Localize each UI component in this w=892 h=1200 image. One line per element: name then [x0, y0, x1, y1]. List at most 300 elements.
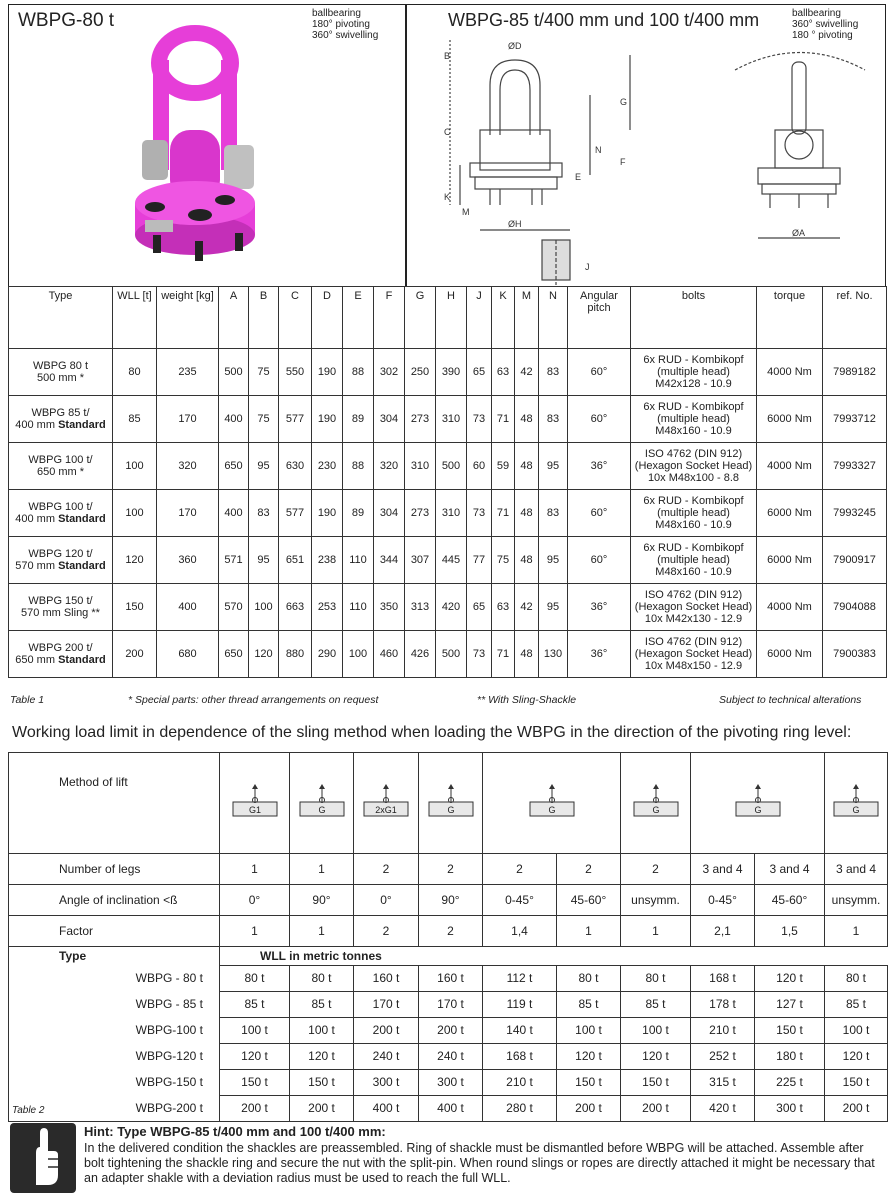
torque-cell: 6000 Nm [757, 490, 823, 537]
table-row [9, 349, 887, 396]
column-header: K [492, 287, 515, 349]
value-cell: 290 [312, 631, 343, 678]
sling-method-icon [292, 782, 352, 822]
angle-row [9, 885, 888, 916]
value-cell: 307 [405, 537, 436, 584]
ref-cell: 7900383 [823, 631, 887, 678]
wll-cell: 200 t [290, 1095, 354, 1121]
value-cell: 60° [568, 349, 631, 396]
value-cell: 500 [436, 443, 467, 490]
wll-cell: 160 t [419, 965, 483, 991]
factor-row-cell: 1 [557, 916, 621, 947]
column-header: C [279, 287, 312, 349]
value-cell: 310 [436, 396, 467, 443]
column-header: D [312, 287, 343, 349]
type-cell [9, 443, 113, 490]
value-cell: 48 [515, 443, 539, 490]
sling-method-icon [626, 782, 686, 822]
value-cell: 577 [279, 490, 312, 537]
value-cell: 63 [492, 584, 515, 631]
legs-row-cell: 2 [419, 854, 483, 885]
value-cell: 85 [113, 396, 157, 443]
value-cell: 63 [492, 349, 515, 396]
dim-k: K [444, 192, 451, 202]
value-cell: 150 [113, 584, 157, 631]
type-cell [9, 396, 113, 443]
wll-cell: 168 t [691, 965, 755, 991]
value-cell: 400 [219, 396, 249, 443]
factor-row-cell: 1 [220, 916, 290, 947]
value-cell: 48 [515, 396, 539, 443]
bolts-line: 10x M42x130 - 12.9 [644, 613, 743, 625]
table1-label: Table 1 [10, 694, 45, 706]
value-cell: 571 [219, 537, 249, 584]
angle-row-cell: 0° [220, 885, 290, 916]
wll-cell: 100 t [290, 1017, 354, 1043]
side-view-drawing [720, 40, 880, 250]
value-cell: 59 [492, 443, 515, 490]
value-cell: 83 [539, 490, 568, 537]
type-cell [9, 584, 113, 631]
wll-cell: 300 t [755, 1095, 825, 1121]
bolts-line: (multiple head) [657, 413, 730, 425]
icon-load-label: G [547, 804, 556, 815]
value-cell: 83 [539, 396, 568, 443]
ref-cell: 7993327 [823, 443, 887, 490]
ref-cell: 7904088 [823, 584, 887, 631]
value-cell: 445 [436, 537, 467, 584]
value-cell: 400 [219, 490, 249, 537]
value-cell: 577 [279, 396, 312, 443]
column-header: B [249, 287, 279, 349]
angle-row-cell: 90° [290, 885, 354, 916]
value-cell: 630 [279, 443, 312, 490]
wll-cell: 150 t [621, 1069, 691, 1095]
wll-cell: 100 t [621, 1017, 691, 1043]
value-cell: 570 [219, 584, 249, 631]
factor-row-cell: 2 [354, 916, 419, 947]
value-cell: 42 [515, 584, 539, 631]
value-cell: 273 [405, 396, 436, 443]
footnote-special: * Special parts: other thread arrangements on request [128, 694, 379, 706]
column-header: N [539, 287, 568, 349]
icon-load-label: G [753, 804, 762, 815]
dim-g: G [620, 97, 628, 107]
column-header: WLL [t] [113, 287, 157, 349]
wll-cell: 210 t [691, 1017, 755, 1043]
angle-row-cell: 45-60° [755, 885, 825, 916]
wll-cell: 200 t [557, 1095, 621, 1121]
bolts-line: (Hexagon Socket Head) [634, 460, 753, 472]
type-suffix: ** [91, 607, 100, 619]
wll-cell: 150 t [557, 1069, 621, 1095]
value-cell: 304 [374, 490, 405, 537]
column-header: A [219, 287, 249, 349]
bolts-cell [631, 631, 757, 678]
wll-cell: 100 t [557, 1017, 621, 1043]
angle-row-cell: unsymm. [621, 885, 691, 916]
value-cell: 73 [467, 631, 492, 678]
wll-cell: 85 t [290, 991, 354, 1017]
torque-cell: 4000 Nm [757, 443, 823, 490]
icon-load-label: G1 [248, 804, 261, 815]
wll-type-name: WBPG-100 t [9, 1017, 220, 1043]
bolts-line: 10x M48x100 - 8.8 [647, 472, 740, 484]
wll-cell: 120 t [220, 1043, 290, 1069]
note-line: 360° swivelling [792, 19, 859, 30]
value-cell: 190 [312, 349, 343, 396]
bolts-line: ISO 4762 (DIN 912) [644, 448, 743, 460]
wll-cell: 80 t [825, 965, 888, 991]
bolts-cell [631, 443, 757, 490]
type-line: WBPG 200 t/ [28, 642, 93, 654]
column-header: Angular pitch [568, 287, 631, 349]
column-header: bolts [631, 287, 757, 349]
type-line: WBPG 150 t/ [28, 595, 93, 607]
value-cell: 650 [219, 631, 249, 678]
note-line: ballbearing [312, 8, 361, 19]
ref-cell: 7993712 [823, 396, 887, 443]
ref-cell: 7993245 [823, 490, 887, 537]
type-line: 500 mm [36, 372, 77, 384]
method-icon-cell [290, 753, 354, 854]
column-header: Type [9, 287, 113, 349]
dim-c: C [444, 127, 451, 137]
legs-row-cell: 2 [483, 854, 557, 885]
wll-cell: 80 t [557, 965, 621, 991]
value-cell: 460 [374, 631, 405, 678]
sling-method-icon [421, 782, 481, 822]
wll-type-name: WBPG - 85 t [9, 991, 220, 1017]
wll-cell: 80 t [290, 965, 354, 991]
value-cell: 88 [343, 349, 374, 396]
value-cell: 130 [539, 631, 568, 678]
wll-cell: 200 t [621, 1095, 691, 1121]
value-cell: 350 [374, 584, 405, 631]
bolts-line: 6x RUD - Kombikopf [643, 542, 744, 554]
wll-cell: 120 t [557, 1043, 621, 1069]
method-icon-cell [220, 753, 290, 854]
value-cell: 190 [312, 396, 343, 443]
wll-cell: 400 t [419, 1095, 483, 1121]
value-cell: 302 [374, 349, 405, 396]
value-cell: 344 [374, 537, 405, 584]
type-cell [9, 537, 113, 584]
value-cell: 320 [157, 443, 219, 490]
product-image [120, 25, 270, 270]
value-cell: 235 [157, 349, 219, 396]
factor-row-cell: 2,1 [691, 916, 755, 947]
torque-cell: 6000 Nm [757, 631, 823, 678]
angle-row-cell: 0° [354, 885, 419, 916]
dim-h: ØH [508, 219, 522, 229]
legs-row-cell: 3 and 4 [691, 854, 755, 885]
value-cell: 48 [515, 490, 539, 537]
column-header: M [515, 287, 539, 349]
bolts-cell [631, 537, 757, 584]
value-cell: 73 [467, 490, 492, 537]
legs-row-cell: 1 [290, 854, 354, 885]
wll-cell: 300 t [354, 1069, 419, 1095]
type-line: 400 mm [15, 513, 55, 525]
value-cell: 48 [515, 537, 539, 584]
bolts-line: M48x160 - 10.9 [655, 566, 732, 578]
wll-cell: 80 t [621, 965, 691, 991]
factor-row-cell: 1 [825, 916, 888, 947]
value-cell: 42 [515, 349, 539, 396]
type-line: 650 mm [15, 654, 55, 666]
value-cell: 65 [467, 349, 492, 396]
bolts-line: M48x160 - 10.9 [655, 519, 732, 531]
wll-cell: 200 t [419, 1017, 483, 1043]
value-cell: 83 [249, 490, 279, 537]
type-cell [9, 349, 113, 396]
wll-cell: 300 t [419, 1069, 483, 1095]
dim-f: F [620, 157, 626, 167]
table-row [9, 490, 887, 537]
wll-cell: 120 t [621, 1043, 691, 1069]
right-title: WBPG-85 t/400 mm und 100 t/400 mm [448, 10, 760, 30]
wll-cell: 225 t [755, 1069, 825, 1095]
wll-cell: 150 t [290, 1069, 354, 1095]
legs-row-cell: 3 and 4 [755, 854, 825, 885]
hand-icon [10, 1123, 76, 1193]
type-line: WBPG 120 t/ [28, 548, 93, 560]
value-cell: 170 [157, 396, 219, 443]
wll-type-name: WBPG-200 t [9, 1095, 220, 1121]
left-title: WBPG-80 t [18, 10, 115, 31]
value-cell: 80 [113, 349, 157, 396]
value-cell: 95 [249, 443, 279, 490]
wll-cell: 420 t [691, 1095, 755, 1121]
factor-row-cell: 1,4 [483, 916, 557, 947]
value-cell: 313 [405, 584, 436, 631]
header-divider [405, 4, 407, 287]
bolts-line: (multiple head) [657, 507, 730, 519]
bolts-line: 6x RUD - Kombikopf [643, 495, 744, 507]
bolts-line: M42x128 - 10.9 [655, 378, 732, 390]
bolts-line: (Hexagon Socket Head) [634, 648, 753, 660]
left-note [312, 8, 378, 41]
hint-body: In the delivered condition the shackles are preassembled. Ring of shackle must be dismantled before WBPG will be attached. Assemble after bolt tightening the shackle ring and secure the nut with the split-pin. When round slings or ropes are directly attached it might be necessary that an adapter shakle with a deviation radius must be used to reach the full WLL. [84, 1141, 875, 1185]
value-cell: 75 [249, 349, 279, 396]
type-label: Type [9, 947, 220, 966]
wll-row [9, 965, 888, 991]
note-line: 180 ° pivoting [792, 30, 853, 41]
wll-cell: 85 t [825, 991, 888, 1017]
wll-cell: 85 t [621, 991, 691, 1017]
bolts-line: ISO 4762 (DIN 912) [644, 636, 743, 648]
value-cell: 250 [405, 349, 436, 396]
dim-e: E [575, 172, 582, 182]
wll-cell: 200 t [825, 1095, 888, 1121]
sling-method-icon [826, 782, 886, 822]
value-cell: 230 [312, 443, 343, 490]
wll-row [9, 1043, 888, 1069]
note-line: ballbearing [792, 8, 841, 19]
value-cell: 253 [312, 584, 343, 631]
bolts-line: 6x RUD - Kombikopf [643, 401, 744, 413]
table-header-row [9, 287, 887, 349]
type-suffix: Standard [58, 560, 106, 572]
hint-title: Hint: Type WBPG-85 t/400 mm and 100 t/400 mm: [84, 1124, 386, 1139]
type-suffix: * [79, 466, 85, 478]
value-cell: 71 [492, 396, 515, 443]
wll-cell: 140 t [483, 1017, 557, 1043]
torque-cell: 6000 Nm [757, 537, 823, 584]
method-icon-cell [825, 753, 888, 854]
wll-cell: 180 t [755, 1043, 825, 1069]
wll-cell: 400 t [354, 1095, 419, 1121]
dim-m: M [462, 207, 470, 217]
table2-label: Table 2 [12, 1105, 45, 1116]
bolts-line: (multiple head) [657, 554, 730, 566]
value-cell: 360 [157, 537, 219, 584]
column-header: ref. No. [823, 287, 887, 349]
value-cell: 65 [467, 584, 492, 631]
value-cell: 48 [515, 631, 539, 678]
angle-row-cell: 0-45° [691, 885, 755, 916]
bolts-line: (Hexagon Socket Head) [634, 601, 753, 613]
type-suffix: Standard [58, 419, 106, 431]
wll-cell: 127 t [755, 991, 825, 1017]
value-cell: 71 [492, 490, 515, 537]
type-suffix: Standard [58, 513, 106, 525]
value-cell: 880 [279, 631, 312, 678]
bolts-line: 10x M48x150 - 12.9 [644, 660, 743, 672]
legs-row-cell: 2 [557, 854, 621, 885]
value-cell: 310 [436, 490, 467, 537]
value-cell: 680 [157, 631, 219, 678]
value-cell: 95 [539, 443, 568, 490]
bolts-line: 6x RUD - Kombikopf [643, 354, 744, 366]
value-cell: 60° [568, 537, 631, 584]
value-cell: 77 [467, 537, 492, 584]
type-header-row [9, 947, 888, 966]
dim-j: J [585, 262, 590, 272]
wll-table [8, 752, 888, 1122]
torque-cell: 6000 Nm [757, 396, 823, 443]
type-line: 570 mm Sling [21, 607, 89, 619]
value-cell: 390 [436, 349, 467, 396]
column-header: G [405, 287, 436, 349]
wll-cell: 252 t [691, 1043, 755, 1069]
value-cell: 426 [405, 631, 436, 678]
note-line: 360° swivelling [312, 30, 379, 41]
value-cell: 190 [312, 490, 343, 537]
table-row [9, 631, 887, 678]
legs-row-cell: 2 [621, 854, 691, 885]
icon-load-label: G [852, 804, 860, 815]
method-icon-cell [354, 753, 419, 854]
sling-method-icon [356, 782, 416, 822]
type-line: 400 mm [15, 419, 55, 431]
wll-cell: 85 t [220, 991, 290, 1017]
type-line: WBPG 100 t/ [28, 501, 93, 513]
sling-method-icon [225, 782, 285, 822]
angle-row-cell: 90° [419, 885, 483, 916]
type-line: 650 mm [36, 466, 77, 478]
table-row [9, 537, 887, 584]
legs-row [9, 854, 888, 885]
bolts-cell [631, 349, 757, 396]
angle-row-cell: 45-60° [557, 885, 621, 916]
column-header: J [467, 287, 492, 349]
right-note [792, 8, 858, 41]
method-label: Method of lift [9, 753, 220, 854]
value-cell: 95 [539, 537, 568, 584]
value-cell: 310 [405, 443, 436, 490]
wll-row [9, 1095, 888, 1121]
value-cell: 400 [157, 584, 219, 631]
value-cell: 36° [568, 443, 631, 490]
value-cell: 60° [568, 490, 631, 537]
factor-row-cell: 1 [621, 916, 691, 947]
value-cell: 651 [279, 537, 312, 584]
value-cell: 320 [374, 443, 405, 490]
type-line: WBPG 85 t/ [31, 407, 90, 419]
type-suffix: * [79, 372, 85, 384]
wll-row [9, 1017, 888, 1043]
legs-row-cell: 1 [220, 854, 290, 885]
ref-cell: 7989182 [823, 349, 887, 396]
bolts-line: (multiple head) [657, 366, 730, 378]
wll-cell: 100 t [825, 1017, 888, 1043]
sling-method-icon [728, 782, 788, 822]
wll-cell: 170 t [354, 991, 419, 1017]
wll-cell: 240 t [419, 1043, 483, 1069]
method-row [9, 753, 888, 854]
wll-cell: 210 t [483, 1069, 557, 1095]
bolts-cell [631, 490, 757, 537]
value-cell: 89 [343, 396, 374, 443]
wll-type-name: WBPG-120 t [9, 1043, 220, 1069]
value-cell: 100 [343, 631, 374, 678]
value-cell: 200 [113, 631, 157, 678]
bolts-cell [631, 396, 757, 443]
bolts-cell [631, 584, 757, 631]
sling-method-icon [522, 782, 582, 822]
section-heading: Working load limit in dependence of the sling method when loading the WBPG in the direction of the pivoting ring level: [12, 724, 852, 741]
column-header: F [374, 287, 405, 349]
wll-cell: 80 t [220, 965, 290, 991]
wll-cell: 150 t [825, 1069, 888, 1095]
factor-row-cell: 1,5 [755, 916, 825, 947]
wll-cell: 150 t [220, 1069, 290, 1095]
value-cell: 120 [249, 631, 279, 678]
factor-row [9, 916, 888, 947]
wll-cell: 120 t [290, 1043, 354, 1069]
torque-cell: 4000 Nm [757, 349, 823, 396]
wll-cell: 112 t [483, 965, 557, 991]
dimensions-table [8, 286, 887, 678]
value-cell: 75 [492, 537, 515, 584]
column-header: weight [kg] [157, 287, 219, 349]
value-cell: 663 [279, 584, 312, 631]
legs-row-cell: 2 [354, 854, 419, 885]
column-header: torque [757, 287, 823, 349]
wll-cell: 240 t [354, 1043, 419, 1069]
wll-cell: 168 t [483, 1043, 557, 1069]
angle-row-cell: unsymm. [825, 885, 888, 916]
value-cell: 60 [467, 443, 492, 490]
footnote-alterations: Subject to technical alterations [719, 694, 862, 706]
wll-cell: 120 t [825, 1043, 888, 1069]
type-line: WBPG 100 t/ [28, 454, 93, 466]
method-icon-cell [419, 753, 483, 854]
wll-cell: 150 t [755, 1017, 825, 1043]
type-cell [9, 631, 113, 678]
